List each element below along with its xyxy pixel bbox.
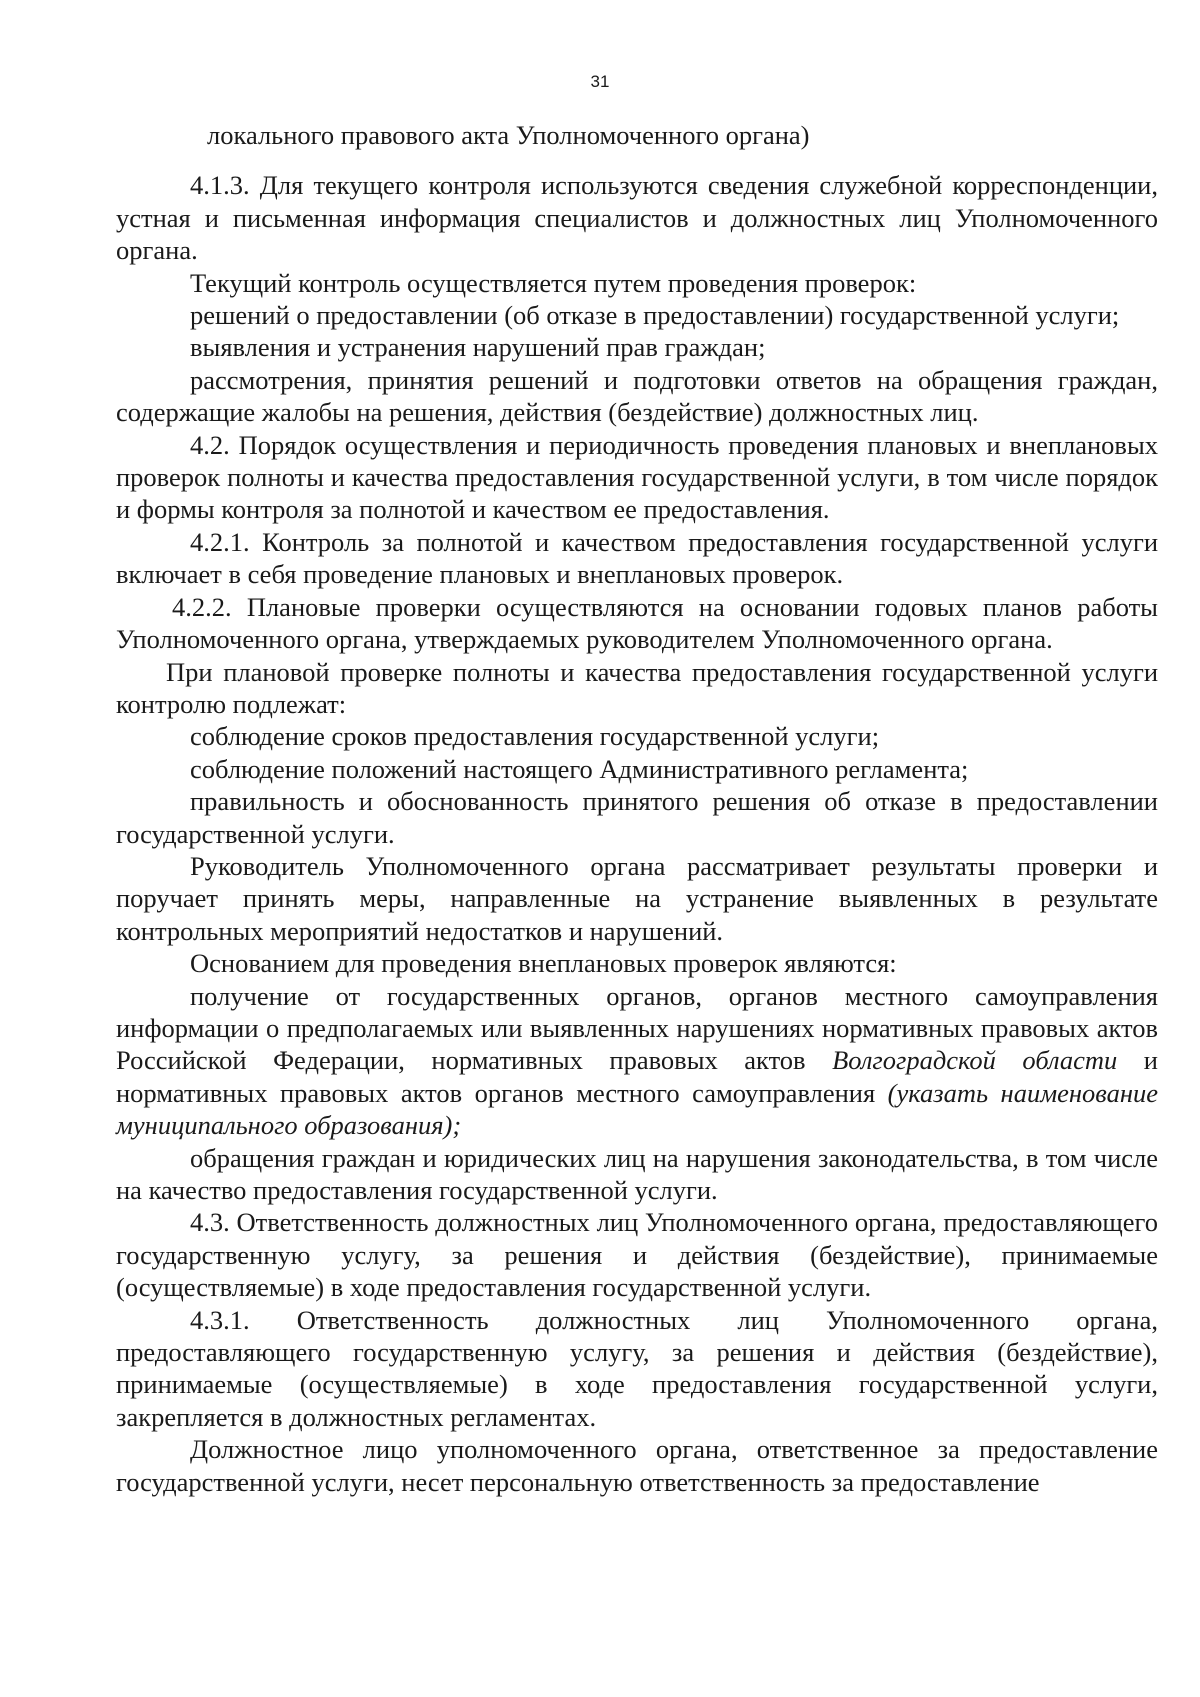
paragraph-current-control: Текущий контроль осуществляется путем проведения проверок: [190,267,917,298]
paragraph-official-responsibility: Должностное лицо уполномоченного органа, ответственное за предоставление государственной услуги, несет персональную ответственность за предоставление [116,1434,1158,1497]
region-name: Волгоградской области [832,1045,1118,1076]
text-segment: и нормативных правовых актов органов местного самоуправления [116,1045,1158,1108]
paragraph-4-3: 4.3. Ответственность должностных лиц Уполномоченного органа, предоставляющего государственную услугу, за решения и действия (бездействие), принимаемые (осуществляемые) в ходе предоставления государственной услуги. [116,1207,1158,1303]
paragraph-head-review: Руководитель Уполномоченного органа рассматривает результаты проверки и поручает принять меры, направленные на устранение выявленных в результате контрольных мероприятий недостатков и нарушений. [116,850,1158,946]
paragraph-4-2: 4.2. Порядок осуществления и периодичность проведения плановых и внеплановых проверок полноты и качества предоставления государственной услуги, в том числе порядок и формы контроля за полнотой и качеством ее предоставления. [116,429,1158,525]
list-item-decisions: решений о предоставлении (об отказе в предоставлении) государственной услуги; [190,300,1120,331]
text-segment: получение от государственных органов, органов местного самоуправления информации о предполагаемых или выявленных нарушениях нормативных правовых актов Российской Федерации, нормативных правовых актов [116,980,1158,1076]
list-item-citizen-appeals: обращения граждан и юридических лиц на нарушения законодательства, в том числе на качество предоставления государственной услуги. [116,1142,1158,1205]
list-item-appeals: рассмотрения, принятия решений и подготовки ответов на обращения граждан, содержащие жалобы на решения, действия (бездействие) должностных лиц. [116,364,1158,428]
list-item-regulation: соблюдение положений настоящего Административного регламента; [190,753,969,784]
page-number: 31 [590,72,610,91]
paragraph-continuation: локального правового акта Уполномоченного органа) [207,120,810,150]
paragraph-spacer [116,151,1158,169]
list-item-info-violations [116,980,1158,1142]
municipality-placeholder: (указать наименование муниципального образования); [116,1077,1158,1141]
paragraph-4-2-1: 4.2.1. Контроль за полнотой и качеством предоставления государственной услуги включает в себя проведение плановых и внеплановых проверок. [116,526,1158,590]
paragraph-4-1-3: 4.1.3. Для текущего контроля используются сведения служебной корреспонденции, устная и письменная информация специалистов и должностных лиц Уполномоченного органа. [116,170,1158,266]
list-item-violations: выявления и устранения нарушений прав граждан; [190,332,766,363]
list-item-deadlines: соблюдение сроков предоставления государственной услуги; [190,721,880,752]
paragraph-4-3-1: 4.3.1. Ответственность должностных лиц Уполномоченного органа, предоставляющего государственную услугу, за решения и действия (бездействие), принимаемые (осуществляемые) в ходе предоставления государственной услуги, закрепляется в должностных регламентах. [116,1304,1158,1432]
paragraph-4-2-2: 4.2.2. Плановые проверки осуществляются на основании годовых планов работы Уполномоченного органа, утверждаемых руководителем Уполномоченного органа. [116,591,1158,655]
paragraph-unplanned-grounds: Основанием для проведения внеплановых проверок являются: [190,948,897,979]
paragraph-planned-check: При плановой проверке полноты и качества предоставления государственной услуги контролю подлежат: [116,656,1158,719]
document-body [116,119,1158,1498]
list-item-correctness: правильность и обоснованность принятого решения об отказе в предоставлении государственной услуги. [116,786,1158,849]
